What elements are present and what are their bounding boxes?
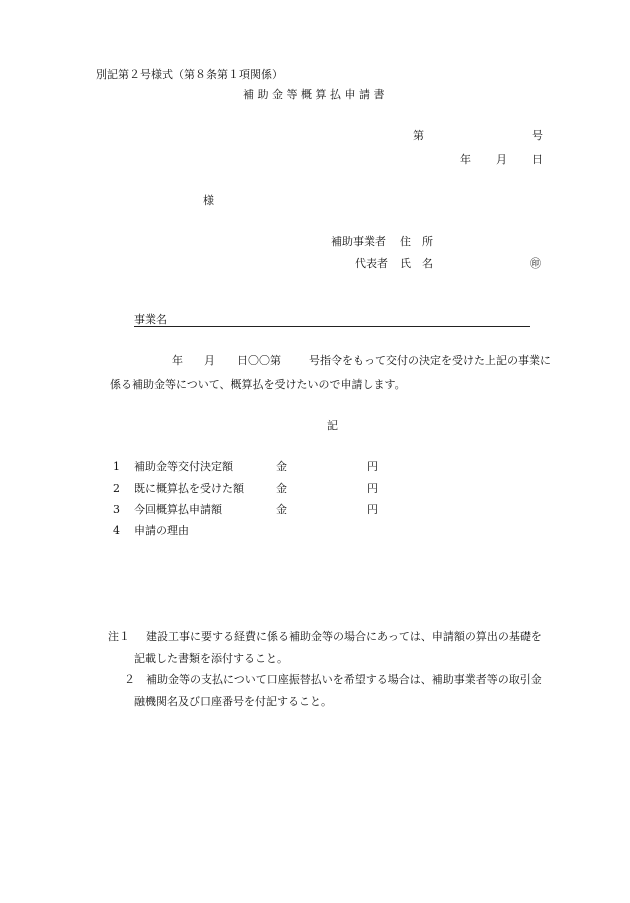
date-month: 月 xyxy=(496,153,507,166)
item-yen: 円 xyxy=(367,482,378,495)
representative-label: 代表者 xyxy=(355,257,388,270)
project-name-underline xyxy=(134,326,530,327)
item-number: 1 xyxy=(113,460,120,473)
note1-head: 注１ xyxy=(108,630,130,643)
item-yen: 円 xyxy=(367,503,378,516)
item-kin: 金 xyxy=(276,503,287,516)
body-year: 年 xyxy=(172,354,183,367)
name-label: 氏 名 xyxy=(400,257,433,270)
note2-line1: 補助金等の支払について口座振替払いを希望する場合は、補助事業者等の取引金 xyxy=(146,673,542,686)
note1-line1: 建設工事に要する経費に係る補助金等の場合にあっては、申請額の算出の基礎を xyxy=(146,630,542,643)
ki-heading: 記 xyxy=(327,419,338,432)
applicant-label: 補助事業者 xyxy=(331,235,386,248)
address-label: 住 所 xyxy=(400,235,433,248)
item-kin: 金 xyxy=(276,460,287,473)
doc-number-suffix: 号 xyxy=(532,129,543,142)
item-label: 補助金等交付決定額 xyxy=(134,460,233,473)
project-name-label: 事業名 xyxy=(134,313,167,326)
item-number: 4 xyxy=(113,524,120,537)
note2-head: ２ xyxy=(124,673,135,686)
document-title: 補 助 金 等 概 算 払 申 請 書 xyxy=(243,88,385,101)
form-reference: 別記第２号様式（第８条第１項関係） xyxy=(96,68,283,81)
item-label: 今回概算払申請額 xyxy=(134,503,222,516)
item-kin: 金 xyxy=(276,482,287,495)
item-yen: 円 xyxy=(367,460,378,473)
item-label: 既に概算払を受けた額 xyxy=(134,482,244,495)
date-year: 年 xyxy=(460,153,471,166)
body-day-number: 日〇〇第 xyxy=(237,354,281,367)
date-day: 日 xyxy=(532,153,543,166)
item-number: 3 xyxy=(113,503,120,516)
item-number: 2 xyxy=(113,482,120,495)
addressee-suffix: 様 xyxy=(203,194,214,207)
body-line1: 号指令をもって交付の決定を受けた上記の事業に xyxy=(309,354,551,367)
note1-line2: 記載した書類を添付すること。 xyxy=(134,652,288,665)
body-month: 月 xyxy=(204,354,215,367)
note2-line2: 融機関名及び口座番号を付記すること。 xyxy=(134,695,332,708)
seal-mark: ㊞ xyxy=(530,257,541,270)
item-label: 申請の理由 xyxy=(134,524,189,537)
body-line2: 係る補助金等について、概算払を受けたいので申請します。 xyxy=(110,378,406,391)
doc-number-prefix: 第 xyxy=(413,129,424,142)
